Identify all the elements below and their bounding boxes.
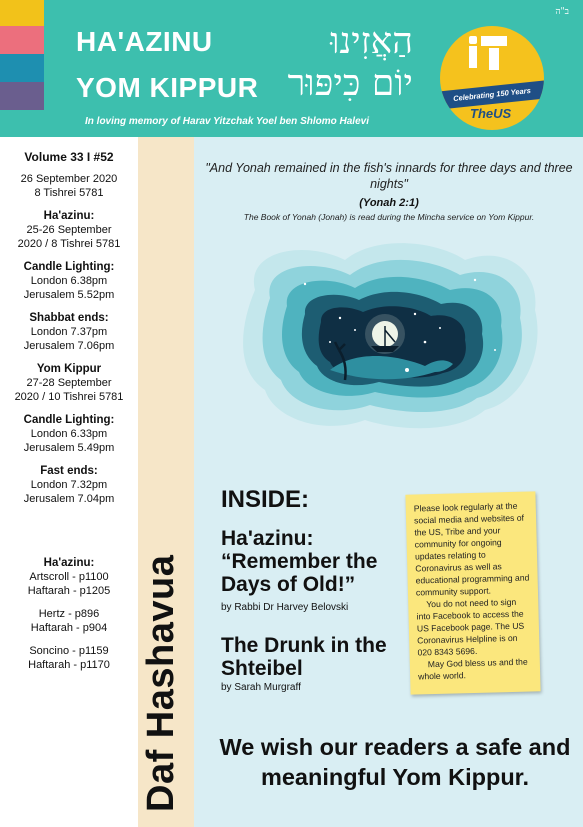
date-line: 2020 / 10 Tishrei 5781 <box>14 391 124 403</box>
reference-line: Artscroll - p1100 <box>29 571 109 583</box>
featured-quote: "And Yonah remained in the fish's innards for three days and three nights" <box>205 161 573 191</box>
quote-note: The Book of Yonah (Jonah) is read during the Mincha service on Yom Kippur. <box>243 212 535 222</box>
time-line: London 7.32pm <box>30 479 108 491</box>
reference-line: Haftarah - p1205 <box>27 585 111 597</box>
color-stripe-purple <box>0 82 44 110</box>
coronavirus-sticky-note <box>405 491 540 694</box>
memorial-dedication: In loving memory of Harav Yitzchak Yoel ben Shlomo Halevi <box>85 116 369 127</box>
color-stripe-blue <box>0 54 44 82</box>
us-logo-icon <box>467 32 511 80</box>
issue-date-gregorian: 26 September 2020 <box>20 173 118 185</box>
article-author: by Rabbi Dr Harvey Belovski <box>221 602 349 613</box>
note-paragraph: You do not need to sign into Facebook to access the US Facebook page. The US Coronavirus Helpline is on 020 8343 5696. <box>416 596 525 658</box>
title-haazinu: HA'AZINU <box>76 26 213 57</box>
sidebar-info <box>0 150 138 681</box>
haazinu-date-line: 2020 / 8 Tishrei 5781 <box>17 238 121 250</box>
note-paragraph: May God bless us and the whole world. <box>418 656 528 682</box>
daf-hashavua-label: Daf Hashavua <box>140 554 182 812</box>
article-author: by Sarah Murgraff <box>221 682 301 693</box>
color-stripe-pink <box>0 26 44 54</box>
issue-date-hebrew: 8 Tishrei 5781 <box>34 187 104 199</box>
article-title-drunk-shteibel: The Drunk in the Shteibel <box>221 634 387 680</box>
time-line: Jerusalem 5.52pm <box>23 289 115 301</box>
bsd-mark: ב"ה <box>555 7 569 17</box>
haazinu-dates <box>0 209 138 251</box>
candle-lighting-heading: Candle Lighting: <box>23 261 115 273</box>
quote-reference: (Yonah 2:1) <box>359 197 419 209</box>
color-stripe-yellow <box>0 0 44 26</box>
inside-heading: INSIDE: <box>221 486 310 513</box>
candle-lighting-shabbat <box>0 260 138 302</box>
reference-line: Haftarah - p904 <box>30 622 108 634</box>
haazinu-date-line: 25-26 September <box>26 224 112 236</box>
yom-kippur-greeting: We wish our readers a safe and meaningful Yom Kippur. <box>219 734 571 790</box>
hebrew-title-haazinu: הַאֲזִינוּ <box>330 21 413 62</box>
hebrew-title-yom-kippur: יוֹם כִּיפּוּר <box>287 63 413 104</box>
fast-ends <box>0 464 138 506</box>
fast-ends-heading: Fast ends: <box>40 465 98 477</box>
article-title-haazinu: Ha'azinu: “Remember the Days of Old!” <box>221 527 378 596</box>
issue-date <box>0 172 138 200</box>
yom-kippur-dates <box>0 362 138 404</box>
date-line: 27-28 September <box>26 377 112 389</box>
logo-name: TheUS <box>470 106 512 121</box>
time-line: Jerusalem 7.06pm <box>23 340 115 352</box>
time-line: Jerusalem 5.49pm <box>23 442 115 454</box>
reference-line: Haftarah - p1170 <box>28 659 110 671</box>
logo-ribbon: Celebrating 150 Years <box>440 80 544 110</box>
candle-lighting-yom-kippur <box>0 413 138 455</box>
shabbat-ends-heading: Shabbat ends: <box>29 312 109 324</box>
title-yom-kippur: YOM KIPPUR <box>76 72 259 103</box>
reference-line: Soncino - p1159 <box>29 645 109 657</box>
note-paragraph: Please look regularly at the social media and websites of the US, Tribe and your community for ongoing updates relating to Coronavirus as well as educational programming and community support. <box>413 500 530 598</box>
united-synagogue-logo <box>440 26 544 130</box>
reference-line: Hertz - p896 <box>38 608 100 620</box>
shabbat-ends <box>0 311 138 353</box>
time-line: London 7.37pm <box>30 326 108 338</box>
time-line: Jerusalem 7.04pm <box>23 493 115 505</box>
chumash-references <box>0 556 138 672</box>
references-heading: Ha'azinu: <box>43 557 95 569</box>
time-line: London 6.33pm <box>30 428 108 440</box>
volume-number: Volume 33 I #52 <box>24 150 114 164</box>
yom-kippur-heading: Yom Kippur <box>36 363 102 375</box>
time-line: London 6.38pm <box>30 275 108 287</box>
haazinu-heading: Ha'azinu: <box>43 210 95 222</box>
yonah-whale-illustration <box>235 230 545 440</box>
candle-lighting-heading: Candle Lighting: <box>23 414 115 426</box>
